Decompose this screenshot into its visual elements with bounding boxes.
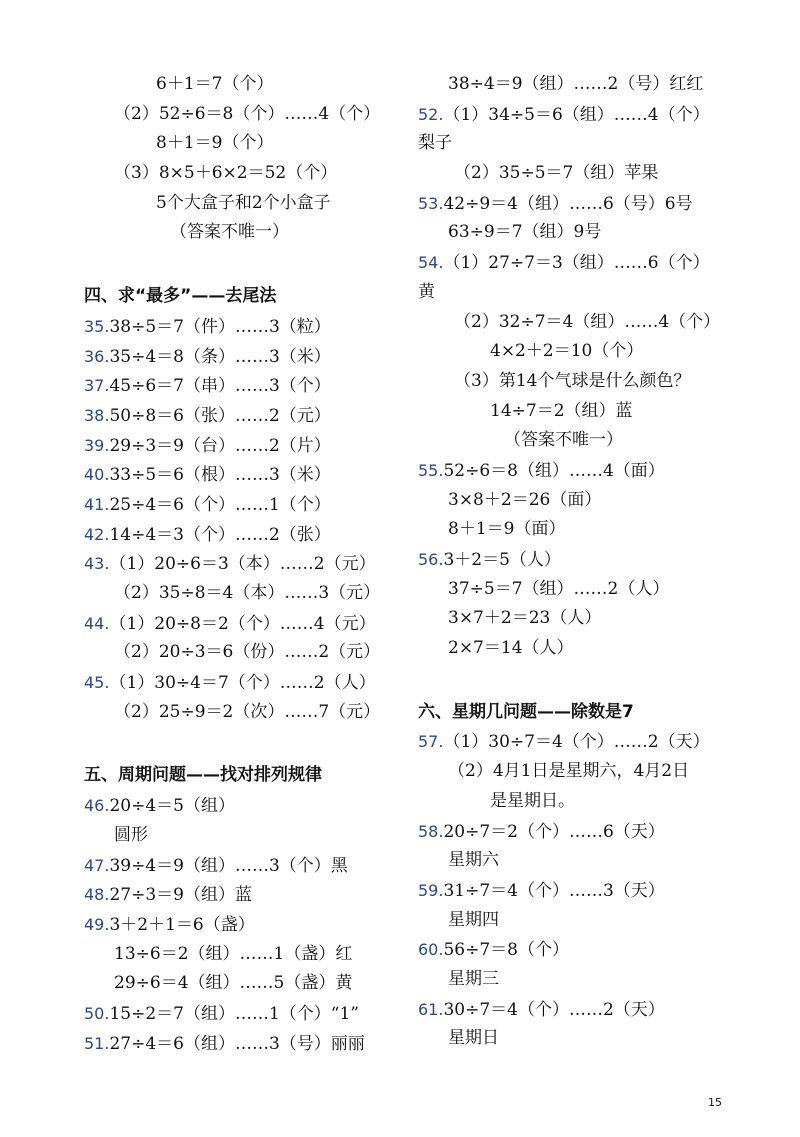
question-number: 51. (84, 1033, 110, 1053)
answer-line (84, 549, 404, 579)
answer-line (84, 460, 404, 490)
answer-line (418, 248, 738, 278)
question-number: 48. (84, 885, 110, 905)
answer-text: 25÷4＝6（个）……1（个） (109, 494, 331, 515)
question-number: 49. (84, 914, 110, 934)
answer-line (84, 969, 404, 999)
answer-text: 14÷7＝2（组）蓝 (490, 400, 633, 421)
answer-text: 20÷4＝5（组） (109, 796, 235, 817)
answer-text: 3＋2＝5（人） (443, 550, 561, 570)
answer-text: （1）34÷5＝6（组）……4（个） (443, 104, 710, 125)
left-column (84, 70, 404, 1058)
answer-text: 42÷9＝4（组）……6（号）6号 (443, 193, 693, 214)
answer-line (84, 609, 404, 639)
section-gap (84, 248, 404, 282)
answer-text: 63÷9＝7（组）9号 (448, 222, 602, 243)
question-number: 44. (84, 613, 110, 633)
answer-text: 30÷7＝4（个）……2（天） (443, 999, 665, 1020)
answer-line (84, 129, 404, 159)
answer-text: 3×8＋2＝26（面） (448, 489, 602, 510)
answer-line (84, 910, 404, 940)
answer-line (418, 159, 738, 189)
answer-text: 6＋1＝7（个） (156, 74, 274, 94)
answer-text: （2）35÷8＝4（本）……3（元） (114, 583, 381, 603)
question-number: 45. (84, 673, 110, 693)
answer-text: 33÷5＝6（根）……3（米） (109, 465, 331, 486)
answer-text: 是星期日。 (490, 790, 575, 811)
answer-line (418, 876, 738, 906)
answer-line (418, 604, 738, 634)
answer-line (84, 638, 404, 668)
answer-text: 52÷6＝8（组）……4（面） (443, 460, 665, 481)
answer-text: 四、求“最多”——去尾法 (84, 286, 277, 307)
answer-text: 29÷3＝9（台）……2（片） (109, 435, 331, 456)
section-heading (84, 761, 404, 791)
answer-line (84, 218, 404, 248)
answer-line (418, 906, 738, 936)
answer-line (418, 486, 738, 516)
answer-line (418, 727, 738, 757)
question-number: 39. (84, 435, 110, 455)
answer-line (418, 787, 738, 817)
section-gap (84, 727, 404, 761)
answer-line (84, 999, 404, 1029)
answer-text: （1）20÷8＝2（个）……4（元） (109, 613, 376, 634)
question-number: 53. (418, 193, 444, 213)
answer-line (418, 965, 738, 995)
answer-line (84, 791, 404, 821)
answer-text: （2）20÷3＝6（份）……2（元） (114, 642, 381, 663)
answer-text: （3）8×5＋6×2＝52（个） (114, 163, 338, 184)
question-number: 37. (84, 376, 110, 396)
answer-line (84, 520, 404, 550)
answer-line (418, 456, 738, 486)
answer-line (418, 1024, 738, 1054)
answer-text: （2）4月1日是星期六，4月2日 (448, 761, 690, 782)
answer-line (84, 579, 404, 609)
answer-text: 5个大盒子和2个小盒子 (156, 192, 331, 213)
answer-text: （3）第14个气球是什么颜色？ (454, 370, 691, 391)
answer-line (84, 371, 404, 401)
answer-text: 15÷2＝7（组）……1（个）“1” (109, 1003, 359, 1024)
question-number: 47. (84, 855, 110, 875)
answer-line (84, 100, 404, 130)
answer-line (418, 817, 738, 847)
section-heading (418, 698, 738, 728)
answer-line (84, 490, 404, 520)
answer-text: 五、周期问题——找对排列规律 (84, 765, 322, 786)
answer-line (418, 100, 738, 130)
answer-line (418, 218, 738, 248)
answer-text: 27÷3＝9（组）蓝 (109, 885, 252, 906)
answer-text: （1）30÷4＝7（个）……2（人） (109, 673, 376, 694)
answer-line (418, 129, 738, 159)
answer-line (418, 995, 738, 1025)
section-heading (84, 282, 404, 312)
answer-text: 39÷4＝9（组）……3（个）黑 (109, 855, 348, 876)
answer-text: 20÷7＝2（个）……6（天） (443, 821, 665, 842)
answer-text: 56÷7＝8（个） (443, 940, 569, 961)
answer-text: 3×7＋2＝23（人） (448, 608, 602, 629)
answer-text: 黄 (418, 281, 435, 302)
answer-text: 13÷6＝2（组）……1（盏）红 (114, 943, 353, 964)
answer-text: 星期日 (448, 1028, 499, 1049)
answer-text: 圆形 (114, 824, 148, 845)
question-number: 58. (418, 821, 444, 841)
answer-text: 2×7＝14（人） (448, 638, 574, 659)
answer-line (418, 397, 738, 427)
question-number: 56. (418, 550, 444, 569)
answer-text: 3＋2＋1＝6（盏） (109, 914, 255, 935)
answer-text: （1）20÷6＝3（本）……2（元） (109, 554, 376, 575)
section-gap (418, 664, 738, 698)
question-number: 35. (84, 316, 110, 336)
answer-text: 8＋1＝9（个） (156, 133, 274, 154)
answer-line (84, 401, 404, 431)
answer-line (418, 189, 738, 219)
answer-line (418, 846, 738, 876)
question-number: 41. (84, 494, 110, 514)
answer-text: 29÷6＝4（组）……5（盏）黄 (114, 973, 353, 994)
answer-line (84, 312, 404, 342)
question-number: 43. (84, 554, 110, 574)
answer-text: （答案不唯一） (504, 430, 623, 451)
answer-text: 梨子 (418, 133, 452, 154)
answer-line (418, 634, 738, 664)
answer-line (418, 367, 738, 397)
question-number: 57. (418, 732, 444, 752)
answer-line (418, 70, 738, 100)
answer-text: 六、星期几问题——除数是7 (418, 701, 634, 722)
question-number: 60. (418, 940, 444, 960)
answer-text: （1）27÷7＝3（组）……6（个） (443, 253, 710, 274)
right-column (418, 70, 738, 1054)
answer-text: 35÷4＝8（条）……3（米） (109, 346, 331, 367)
answer-text: 14÷4＝3（个）……2（张） (109, 524, 331, 545)
answer-line (418, 757, 738, 787)
answer-text: 31÷7＝4（个）……3（天） (443, 880, 665, 901)
answer-line (84, 1029, 404, 1059)
answer-line (84, 159, 404, 189)
question-number: 50. (84, 1003, 110, 1023)
answer-text: 8＋1＝9（面） (448, 519, 566, 540)
answer-text: 50÷8＝6（张）……2（元） (109, 405, 331, 426)
answer-line (84, 940, 404, 970)
question-number: 59. (418, 880, 444, 900)
answer-text: （2）25÷9＝2（次）……7（元） (114, 701, 381, 722)
answer-text: 45÷6＝7（串）……3（个） (109, 376, 331, 397)
answer-line (418, 308, 738, 338)
answer-text: 27÷4＝6（组）……3（号）丽丽 (109, 1033, 365, 1054)
answer-line (418, 545, 738, 575)
answer-line (418, 426, 738, 456)
answer-line (418, 278, 738, 308)
answer-text: 38÷4＝9（组）……2（号）红红 (448, 74, 704, 94)
answer-line (84, 821, 404, 851)
answer-line (84, 431, 404, 461)
answer-text: 38÷5＝7（件）……3（粒） (109, 316, 331, 337)
page-number: 15 (708, 1096, 722, 1109)
answer-line (84, 851, 404, 881)
answer-line (84, 189, 404, 219)
answer-line (84, 668, 404, 698)
answer-line (418, 515, 738, 545)
question-number: 36. (84, 346, 110, 366)
answer-text: 星期六 (448, 850, 499, 871)
question-number: 54. (418, 253, 444, 273)
answer-line (418, 337, 738, 367)
answer-text: （2）52÷6＝8（个）……4（个） (114, 103, 381, 124)
answer-line (84, 70, 404, 100)
question-number: 52. (418, 104, 444, 124)
answer-text: （答案不唯一） (170, 222, 289, 243)
answer-line (84, 342, 404, 372)
answer-text: 4×2＋2＝10（个） (490, 341, 644, 362)
answer-text: （2）32÷7＝4（组）……4（个） (454, 311, 721, 332)
question-number: 55. (418, 460, 444, 480)
answer-line (418, 575, 738, 605)
question-number: 46. (84, 796, 110, 816)
answer-line (84, 880, 404, 910)
question-number: 42. (84, 524, 110, 544)
answer-text: 37÷5＝7（组）……2（人） (448, 578, 670, 599)
answer-text: 星期三 (448, 968, 499, 989)
answer-text: 星期四 (448, 909, 499, 930)
answer-text: （2）35÷5＝7（组）苹果 (454, 163, 659, 184)
question-number: 61. (418, 999, 444, 1019)
answer-line (84, 698, 404, 728)
question-number: 40. (84, 465, 110, 485)
question-number: 38. (84, 405, 110, 425)
answer-text: （1）30÷7＝4（个）……2（天） (443, 732, 710, 753)
answer-line (418, 935, 738, 965)
